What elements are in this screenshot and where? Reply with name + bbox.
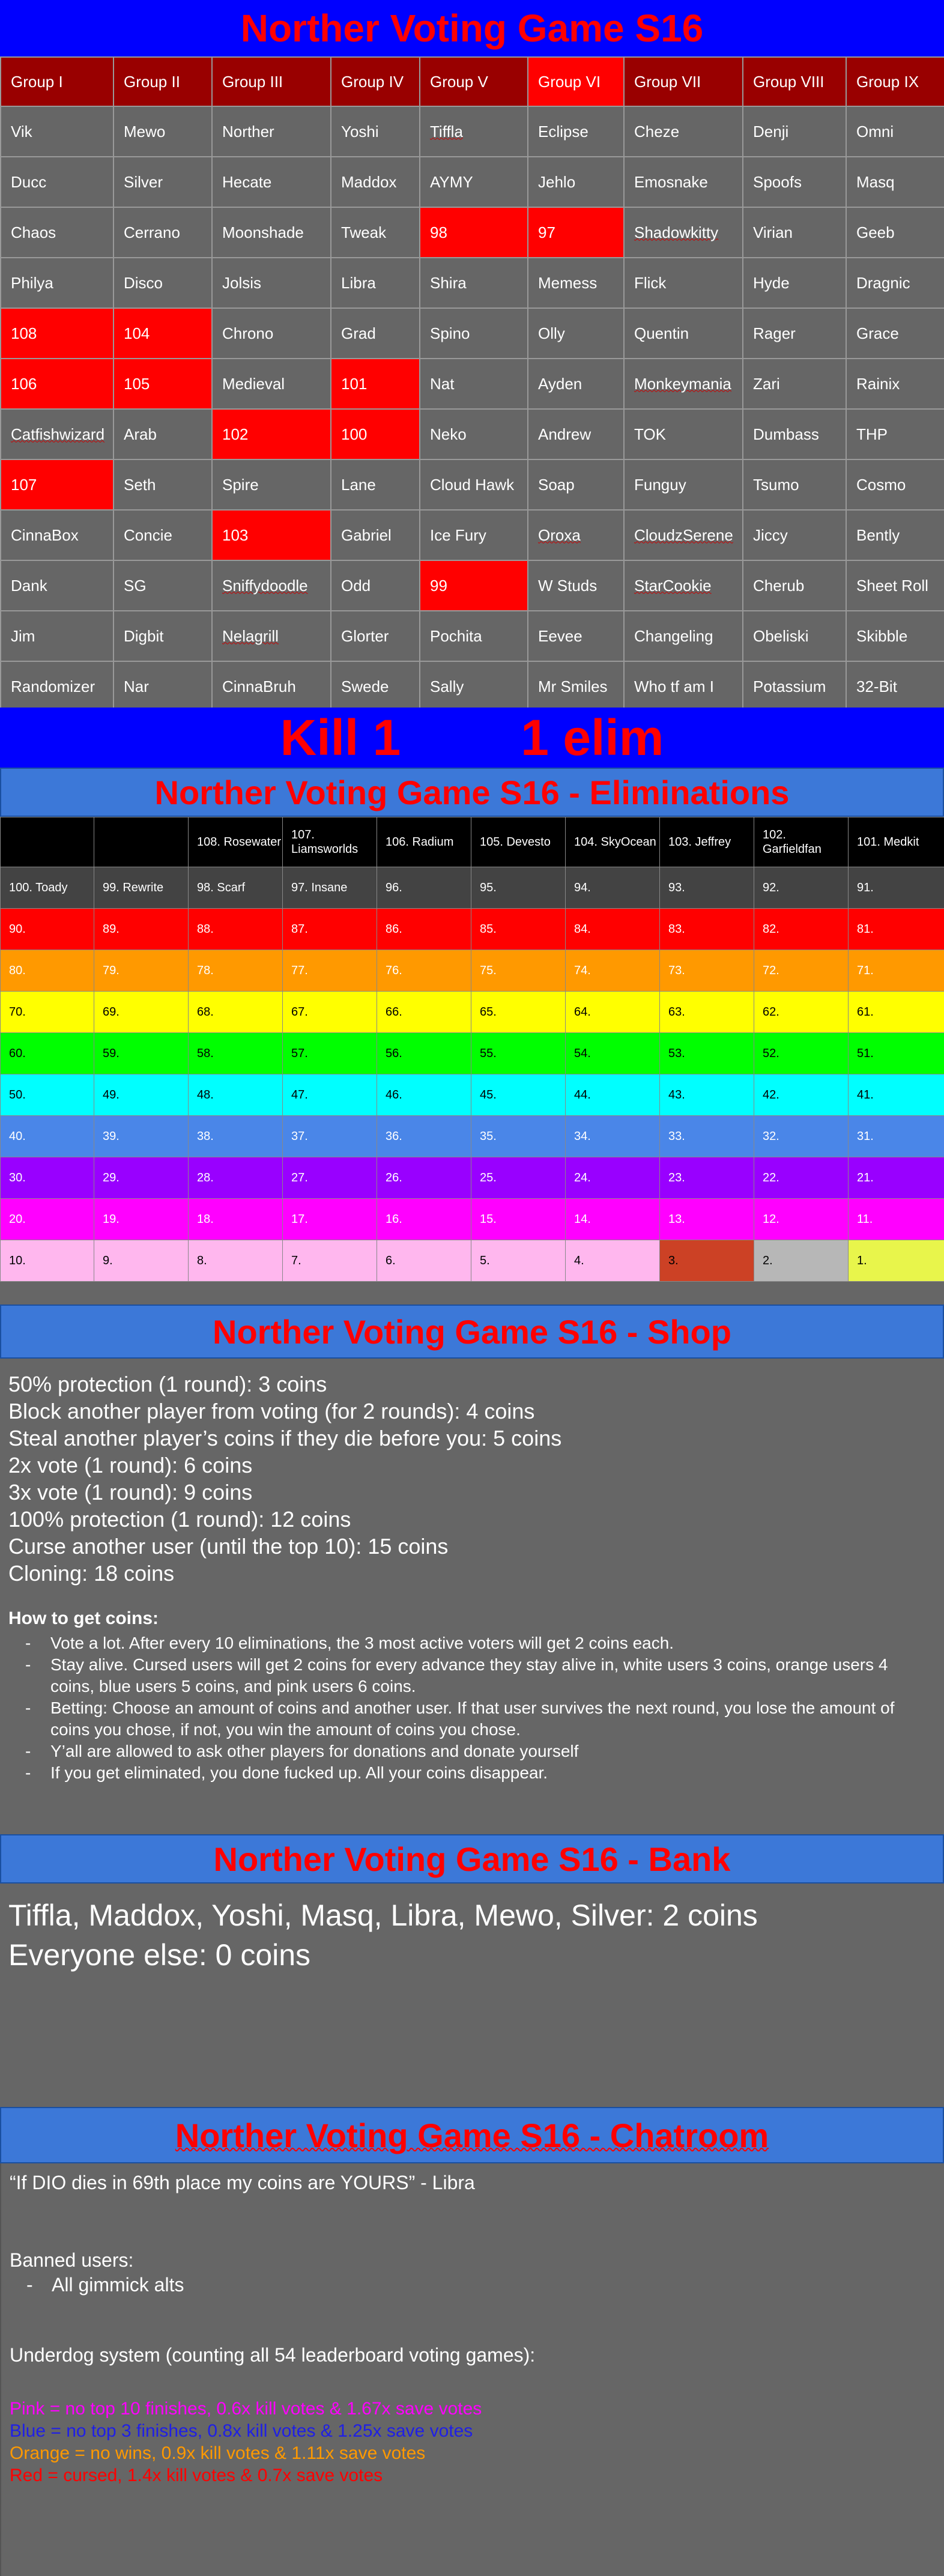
elimination-cell: 18.: [189, 1199, 283, 1240]
player-cell: Omni: [846, 106, 944, 157]
player-cell: SG: [113, 560, 212, 611]
player-cell: Nat: [420, 359, 528, 409]
shop-item: Steal another player’s coins if they die before you: 5 coins: [8, 1426, 562, 1450]
player-cell: Zari: [743, 359, 846, 409]
elimination-cell: 49.: [94, 1074, 189, 1116]
player-cell: Eevee: [528, 611, 624, 661]
elimination-cell: 7.: [283, 1240, 377, 1282]
group-header: Group IX: [846, 57, 944, 106]
shop-item: Curse another user (until the top 10): 15 coins: [8, 1534, 449, 1559]
player-cell: Dumbass: [743, 409, 846, 459]
player-cell: 103: [212, 510, 331, 560]
elimination-cell: 95.: [471, 867, 566, 909]
main-title: Norther Voting Game S16: [0, 0, 944, 56]
elimination-cell: 105. Devesto: [471, 817, 566, 867]
player-cell: Maddox: [331, 157, 420, 207]
player-cell: Tweak: [331, 207, 420, 258]
elimination-cell: 46.: [377, 1074, 471, 1116]
elimination-cell: 34.: [566, 1116, 660, 1157]
player-cell: Spire: [212, 459, 331, 510]
elimination-cell: 50.: [1, 1074, 94, 1116]
player-cell: Dragnic: [846, 258, 944, 308]
player-cell: Quentin: [624, 308, 743, 359]
elimination-cell: 38.: [189, 1116, 283, 1157]
elimination-cell: 78.: [189, 950, 283, 992]
elimination-cell: 15.: [471, 1199, 566, 1240]
elimination-cell: 68.: [189, 992, 283, 1033]
player-cell: Skibble: [846, 611, 944, 661]
elimination-cell: 9.: [94, 1240, 189, 1282]
elimination-cell: 94.: [566, 867, 660, 909]
player-cell: Ayden: [528, 359, 624, 409]
player-cell: 108: [1, 308, 113, 359]
elimination-row: [1, 992, 944, 1033]
player-cell: Memess: [528, 258, 624, 308]
elimination-cell: 91.: [849, 867, 944, 909]
elimination-cell: 86.: [377, 909, 471, 950]
elimination-cell: 76.: [377, 950, 471, 992]
shop-item: 50% protection (1 round): 3 coins: [8, 1372, 327, 1396]
player-cell: Rager: [743, 308, 846, 359]
player-cell: Mewo: [113, 106, 212, 157]
player-cell: Digbit: [113, 611, 212, 661]
player-cell: Sally: [420, 661, 528, 712]
elimination-cell: 75.: [471, 950, 566, 992]
elimination-cell: 102. Garfieldfan: [754, 817, 849, 867]
player-cell: Ice Fury: [420, 510, 528, 560]
player-cell: Dank: [1, 560, 113, 611]
elimination-cell: 10.: [1, 1240, 94, 1282]
elimination-cell: 103. Jeffrey: [660, 817, 754, 867]
player-cell: Swede: [331, 661, 420, 712]
elimination-cell: 39.: [94, 1116, 189, 1157]
elimination-cell: 53.: [660, 1033, 754, 1074]
player-cell: Masq: [846, 157, 944, 207]
group-row: [1, 560, 944, 611]
how-to-get-coins-list: [8, 1632, 936, 1784]
elimination-cell: 104. SkyOcean: [566, 817, 660, 867]
player-cell: Flick: [624, 258, 743, 308]
elimination-cell: 55.: [471, 1033, 566, 1074]
elimination-cell: 23.: [660, 1157, 754, 1199]
elimination-cell: 90.: [1, 909, 94, 950]
elimination-cell: 81.: [849, 909, 944, 950]
elimination-cell: 65.: [471, 992, 566, 1033]
elimination-cell: 21.: [849, 1157, 944, 1199]
elimination-cell: 44.: [566, 1074, 660, 1116]
banned-label: Banned users:: [10, 2249, 134, 2271]
player-cell: Moonshade: [212, 207, 331, 258]
elimination-cell: 100. Toady: [1, 867, 94, 909]
player-cell: Yoshi: [331, 106, 420, 157]
player-cell: Nelagrill: [212, 611, 331, 661]
player-cell: Lane: [331, 459, 420, 510]
elimination-row: [1, 1157, 944, 1199]
elimination-cell: 29.: [94, 1157, 189, 1199]
shop-item: 3x vote (1 round): 9 coins: [8, 1480, 253, 1505]
elimination-cell: 56.: [377, 1033, 471, 1074]
player-cell: W Studs: [528, 560, 624, 611]
player-cell: Hyde: [743, 258, 846, 308]
elimination-cell: 43.: [660, 1074, 754, 1116]
player-cell: Spoofs: [743, 157, 846, 207]
group-row: [1, 459, 944, 510]
player-cell: Grace: [846, 308, 944, 359]
elimination-cell: 11.: [849, 1199, 944, 1240]
player-cell: Sniffydoodle: [212, 560, 331, 611]
player-cell: Changeling: [624, 611, 743, 661]
player-cell: 106: [1, 359, 113, 409]
player-cell: CinnaBox: [1, 510, 113, 560]
player-cell: Bently: [846, 510, 944, 560]
shop-item: 100% protection (1 round): 12 coins: [8, 1507, 351, 1532]
elimination-cell: 93.: [660, 867, 754, 909]
elim-count: 1 elim: [521, 709, 664, 766]
elimination-cell: 82.: [754, 909, 849, 950]
player-cell: CinnaBruh: [212, 661, 331, 712]
player-cell: Rainix: [846, 359, 944, 409]
elimination-cell: 51.: [849, 1033, 944, 1074]
player-cell: Disco: [113, 258, 212, 308]
player-cell: Obeliski: [743, 611, 846, 661]
elimination-cell: 80.: [1, 950, 94, 992]
elimination-cell: 72.: [754, 950, 849, 992]
player-cell: Cerrano: [113, 207, 212, 258]
elimination-cell: 36.: [377, 1116, 471, 1157]
player-cell: 102: [212, 409, 331, 459]
player-cell: 98: [420, 207, 528, 258]
eliminations-table: [0, 817, 944, 1282]
player-cell: Arab: [113, 409, 212, 459]
player-cell: 101: [331, 359, 420, 409]
player-cell: Sheet Roll: [846, 560, 944, 611]
player-cell: Hecate: [212, 157, 331, 207]
shop-item: Block another player from voting (for 2 rounds): 4 coins: [8, 1399, 535, 1423]
elimination-row: [1, 1033, 944, 1074]
elimination-cell: 25.: [471, 1157, 566, 1199]
elimination-row: [1, 1240, 944, 1282]
elimination-cell: 66.: [377, 992, 471, 1033]
elimination-cell: 62.: [754, 992, 849, 1033]
elimination-cell: 99. Rewrite: [94, 867, 189, 909]
underdog-label: Underdog system (counting all 54 leaderboard voting games):: [10, 2344, 536, 2366]
underdog-rule: Red = cursed, 1.4x kill votes & 0.7x save votes: [10, 2465, 383, 2485]
group-header: Group III: [212, 57, 331, 106]
player-cell: Denji: [743, 106, 846, 157]
elimination-cell: 14.: [566, 1199, 660, 1240]
shop-item: Cloning: 18 coins: [8, 1561, 175, 1586]
player-cell: 100: [331, 409, 420, 459]
player-cell: Andrew: [528, 409, 624, 459]
banned-item: - All gimmick alts: [52, 2274, 936, 2296]
player-cell: Potassium: [743, 661, 846, 712]
kill-banner: [0, 708, 944, 768]
player-cell: 32-Bit: [846, 661, 944, 712]
player-cell: Randomizer: [1, 661, 113, 712]
elimination-row: [1, 1116, 944, 1157]
eliminations-title: Norther Voting Game S16 - Eliminations: [0, 768, 944, 817]
elimination-cell: 26.: [377, 1157, 471, 1199]
elimination-cell: 27.: [283, 1157, 377, 1199]
player-cell: TOK: [624, 409, 743, 459]
elimination-cell: 31.: [849, 1116, 944, 1157]
group-row: [1, 207, 944, 258]
elimination-cell: 42.: [754, 1074, 849, 1116]
player-cell: 97: [528, 207, 624, 258]
player-cell: Seth: [113, 459, 212, 510]
elimination-cell: 89.: [94, 909, 189, 950]
group-row: [1, 106, 944, 157]
elimination-cell: 74.: [566, 950, 660, 992]
elimination-row: [1, 867, 944, 909]
player-cell: Glorter: [331, 611, 420, 661]
shop-panel: [0, 1359, 944, 1834]
elimination-cell: 97. Insane: [283, 867, 377, 909]
how-to-get-coins-heading: How to get coins:: [8, 1608, 159, 1628]
elimination-cell: 35.: [471, 1116, 566, 1157]
how-item: - Vote a lot. After every 10 eliminations, the 3 most active voters will get 2 coins each.: [50, 1632, 936, 1654]
player-cell: Vik: [1, 106, 113, 157]
elimination-row: [1, 950, 944, 992]
elimination-cell: 92.: [754, 867, 849, 909]
elimination-cell: 108. Rosewater: [189, 817, 283, 867]
elimination-cell: 63.: [660, 992, 754, 1033]
chatroom-title: Norther Voting Game S16 - Chatroom: [0, 2107, 944, 2163]
player-cell: Monkeymania: [624, 359, 743, 409]
player-cell: Pochita: [420, 611, 528, 661]
player-cell: 105: [113, 359, 212, 409]
elimination-cell: 20.: [1, 1199, 94, 1240]
player-cell: Who tf am I: [624, 661, 743, 712]
elimination-cell: 1.: [849, 1240, 944, 1282]
player-cell: Chaos: [1, 207, 113, 258]
group-header: Group I: [1, 57, 113, 106]
elimination-cell: 22.: [754, 1157, 849, 1199]
chatroom-panel: [0, 2163, 944, 2576]
player-cell: Norther: [212, 106, 331, 157]
elimination-row: [1, 817, 944, 867]
elimination-cell: [94, 817, 189, 867]
player-cell: Jiccy: [743, 510, 846, 560]
player-cell: Spino: [420, 308, 528, 359]
group-row: [1, 661, 944, 712]
player-cell: 107: [1, 459, 113, 510]
underdog-rule: Orange = no wins, 0.9x kill votes & 1.11x save votes: [10, 2443, 426, 2463]
player-cell: Funguy: [624, 459, 743, 510]
how-item: - Y’all are allowed to ask other players for donations and donate yourself: [50, 1741, 936, 1762]
elimination-cell: 64.: [566, 992, 660, 1033]
player-cell: Shadowkitty: [624, 207, 743, 258]
player-cell: Concie: [113, 510, 212, 560]
elimination-cell: 32.: [754, 1116, 849, 1157]
elimination-cell: 17.: [283, 1199, 377, 1240]
player-cell: Gabriel: [331, 510, 420, 560]
player-cell: 104: [113, 308, 212, 359]
elimination-cell: 77.: [283, 950, 377, 992]
elimination-cell: 33.: [660, 1116, 754, 1157]
groups-table: [0, 56, 944, 712]
elimination-cell: 37.: [283, 1116, 377, 1157]
elimination-cell: 8.: [189, 1240, 283, 1282]
group-row: [1, 157, 944, 207]
how-item: - Stay alive. Cursed users will get 2 coins for every advance they stay alive in, white users 3 coins, orange users 4 coins, blue users 5 coins, and pink users 6 coins.: [50, 1654, 936, 1697]
bank-line: Everyone else: 0 coins: [8, 1938, 311, 1972]
player-cell: Jolsis: [212, 258, 331, 308]
player-cell: Cherub: [743, 560, 846, 611]
elimination-cell: 83.: [660, 909, 754, 950]
elimination-cell: 71.: [849, 950, 944, 992]
elimination-cell: 88.: [189, 909, 283, 950]
bank-line: Tiffla, Maddox, Yoshi, Masq, Libra, Mewo, Silver: 2 coins: [8, 1899, 758, 1932]
elimination-cell: 47.: [283, 1074, 377, 1116]
elimination-cell: 58.: [189, 1033, 283, 1074]
elimination-cell: 69.: [94, 992, 189, 1033]
player-cell: Ducc: [1, 157, 113, 207]
elimination-cell: [1, 817, 94, 867]
elimination-cell: 107. Liamsworlds: [283, 817, 377, 867]
group-row: [1, 611, 944, 661]
player-cell: Cloud Hawk: [420, 459, 528, 510]
elimination-cell: 45.: [471, 1074, 566, 1116]
elimination-cell: 87.: [283, 909, 377, 950]
player-cell: 99: [420, 560, 528, 611]
elimination-cell: 59.: [94, 1033, 189, 1074]
elimination-cell: 40.: [1, 1116, 94, 1157]
elimination-cell: 30.: [1, 1157, 94, 1199]
elimination-cell: 6.: [377, 1240, 471, 1282]
elimination-cell: 73.: [660, 950, 754, 992]
elimination-cell: 96.: [377, 867, 471, 909]
group-row: [1, 359, 944, 409]
group-header: Group VII: [624, 57, 743, 106]
elimination-cell: 16.: [377, 1199, 471, 1240]
player-cell: Geeb: [846, 207, 944, 258]
how-item: - Betting: Choose an amount of coins and another user. If that user survives the next round, you lose the amount of coins you chose, if not, you win the amount of coins you chose.: [50, 1697, 936, 1741]
kill-count: Kill 1: [280, 709, 401, 766]
elimination-cell: 12.: [754, 1199, 849, 1240]
chat-quote: “If DIO dies in 69th place my coins are YOURS” - Libra: [10, 2172, 475, 2193]
elimination-cell: 2.: [754, 1240, 849, 1282]
elimination-cell: 48.: [189, 1074, 283, 1116]
elimination-cell: 5.: [471, 1240, 566, 1282]
bank-title: Norther Voting Game S16 - Bank: [0, 1834, 944, 1884]
how-item: - If you get eliminated, you done fucked up. All your coins disappear.: [50, 1762, 936, 1784]
player-cell: Tsumo: [743, 459, 846, 510]
group-header: Group VIII: [743, 57, 846, 106]
elimination-row: [1, 909, 944, 950]
player-cell: Soap: [528, 459, 624, 510]
player-cell: Shira: [420, 258, 528, 308]
player-cell: Odd: [331, 560, 420, 611]
group-header: Group II: [113, 57, 212, 106]
bank-panel: [0, 1884, 944, 2107]
group-header: Group VI: [528, 57, 624, 106]
elimination-cell: 79.: [94, 950, 189, 992]
group-header: Group IV: [331, 57, 420, 106]
elimination-cell: 24.: [566, 1157, 660, 1199]
elimination-row: [1, 1199, 944, 1240]
player-cell: AYMY: [420, 157, 528, 207]
elimination-row: [1, 1074, 944, 1116]
player-cell: Chrono: [212, 308, 331, 359]
group-row: [1, 258, 944, 308]
elimination-cell: 85.: [471, 909, 566, 950]
player-cell: THP: [846, 409, 944, 459]
elimination-cell: 106. Radium: [377, 817, 471, 867]
player-cell: Libra: [331, 258, 420, 308]
player-cell: Mr Smiles: [528, 661, 624, 712]
player-cell: Medieval: [212, 359, 331, 409]
elimination-cell: 60.: [1, 1033, 94, 1074]
player-cell: Oroxa: [528, 510, 624, 560]
underdog-rule: Pink = no top 10 finishes, 0.6x kill votes & 1.67x save votes: [10, 2399, 482, 2419]
elimination-cell: 4.: [566, 1240, 660, 1282]
elimination-cell: 41.: [849, 1074, 944, 1116]
group-header: Group V: [420, 57, 528, 106]
player-cell: Neko: [420, 409, 528, 459]
shop-title: Norther Voting Game S16 - Shop: [0, 1305, 944, 1359]
elimination-cell: 13.: [660, 1199, 754, 1240]
elimination-cell: 67.: [283, 992, 377, 1033]
shop-item: 2x vote (1 round): 6 coins: [8, 1453, 253, 1477]
elimination-cell: 52.: [754, 1033, 849, 1074]
elimination-cell: 19.: [94, 1199, 189, 1240]
group-row: [1, 409, 944, 459]
underdog-rule: Blue = no top 3 finishes, 0.8x kill votes & 1.25x save votes: [10, 2421, 473, 2441]
player-cell: Jehlo: [528, 157, 624, 207]
elimination-cell: 57.: [283, 1033, 377, 1074]
elimination-cell: 3.: [660, 1240, 754, 1282]
group-row: [1, 308, 944, 359]
player-cell: Cosmo: [846, 459, 944, 510]
player-cell: Olly: [528, 308, 624, 359]
player-cell: Tiffla: [420, 106, 528, 157]
player-cell: Emosnake: [624, 157, 743, 207]
player-cell: Virian: [743, 207, 846, 258]
elimination-cell: 28.: [189, 1157, 283, 1199]
player-cell: Grad: [331, 308, 420, 359]
elimination-cell: 84.: [566, 909, 660, 950]
elimination-cell: 98. Scarf: [189, 867, 283, 909]
player-cell: Philya: [1, 258, 113, 308]
player-cell: Silver: [113, 157, 212, 207]
player-cell: Eclipse: [528, 106, 624, 157]
player-cell: Nar: [113, 661, 212, 712]
group-row: [1, 510, 944, 560]
elimination-cell: 61.: [849, 992, 944, 1033]
elimination-cell: 54.: [566, 1033, 660, 1074]
player-cell: Cheze: [624, 106, 743, 157]
elimination-cell: 70.: [1, 992, 94, 1033]
player-cell: Catfishwizard: [1, 409, 113, 459]
player-cell: StarCookie: [624, 560, 743, 611]
elimination-cell: 101. Medkit: [849, 817, 944, 867]
player-cell: Jim: [1, 611, 113, 661]
player-cell: CloudzSerene: [624, 510, 743, 560]
